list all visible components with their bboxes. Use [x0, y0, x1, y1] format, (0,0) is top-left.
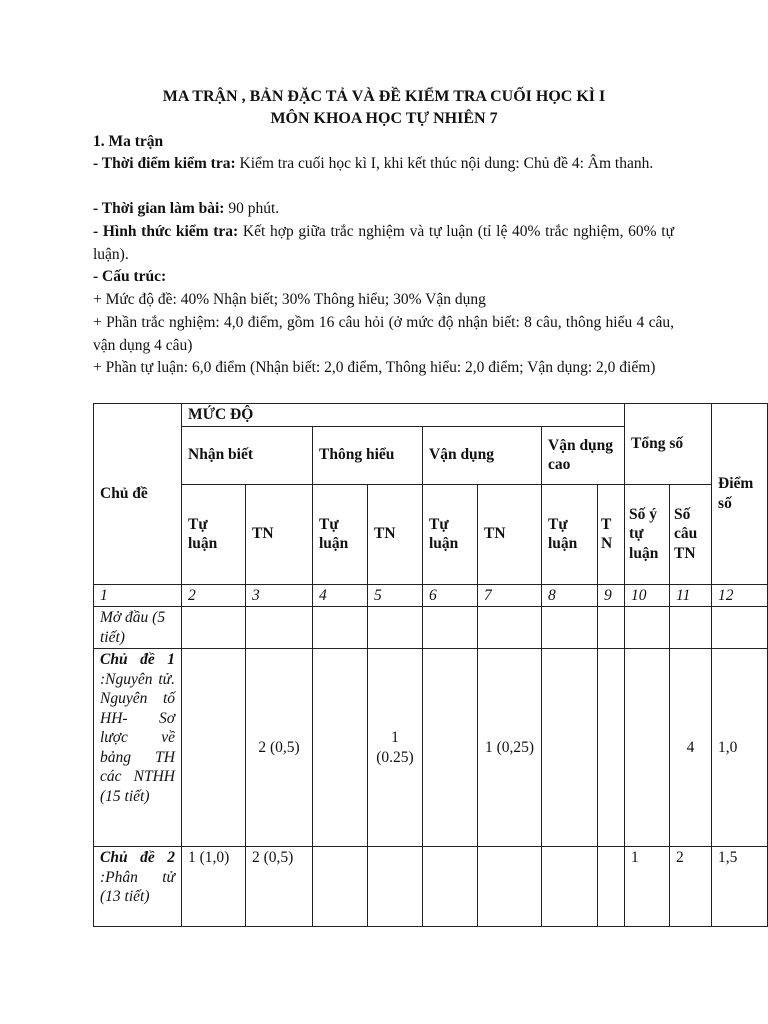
table-cell	[542, 847, 598, 927]
table-cell: 1 (1,0)	[182, 847, 246, 927]
exam-time-label: - Thời điểm kiểm tra:	[93, 155, 236, 172]
table-cell: 1,0	[712, 649, 768, 847]
header-essay-recognize: Tự luận	[182, 484, 246, 584]
essay-line: + Phần tự luận: 6,0 điểm (Nhận biết: 2,0 điểm, Thông hiểu: 2,0 điểm; Vận dụng: 2,0 điểm)	[93, 359, 656, 376]
format-paragraph	[93, 221, 674, 266]
format-value: Kết hợp giữa trắc nghiệm và tự luận (tỉ lệ 40% trắc nghiệm, 60% tự luận).	[93, 223, 674, 263]
mcq-line: + Phần trắc nghiệm: 4,0 điểm, gồm 16 câu hỏi (ở mức độ nhận biết: 8 câu, thông hiểu 4 câu, vận dụng 4 câu)	[93, 314, 674, 354]
table-cell: 2 (0,5)	[246, 847, 313, 927]
matrix-table	[93, 403, 768, 927]
table-cell	[478, 607, 542, 649]
column-number: 12	[712, 584, 768, 607]
table-cell	[313, 649, 368, 847]
header-mcq-count: Số câu TN	[670, 484, 712, 584]
header-topic: Chủ đề	[94, 404, 182, 585]
column-number: 2	[182, 584, 246, 607]
column-number: 8	[542, 584, 598, 607]
column-number: 7	[478, 584, 542, 607]
table-cell: 1	[625, 847, 670, 927]
header-mcq-recognize: TN	[246, 484, 313, 584]
table-cell	[542, 649, 598, 847]
table-cell: 2	[670, 847, 712, 927]
column-number: 6	[423, 584, 478, 607]
table-cell	[670, 607, 712, 649]
table-cell	[423, 607, 478, 649]
column-number: 4	[313, 584, 368, 607]
row-topic-bold: Chủ đề 1	[100, 651, 175, 668]
row-topic: Mở đầu (5 tiết)	[94, 607, 182, 649]
header-understand: Thông hiểu	[313, 426, 423, 484]
header-total: Tổng số	[625, 404, 712, 485]
duration-label: - Thời gian làm bài:	[93, 200, 225, 217]
row-topic	[94, 649, 182, 847]
exam-time-paragraph	[93, 153, 674, 176]
column-number: 11	[670, 584, 712, 607]
table-cell	[625, 649, 670, 847]
table-cell: 1 (0.25)	[368, 649, 423, 847]
exam-time-value: Kiểm tra cuối học kì I, khi kết thúc nội dung: Chủ đề 4: Âm thanh.	[235, 155, 654, 172]
structure-label: - Cấu trúc:	[93, 268, 167, 285]
table-cell	[313, 607, 368, 649]
header-mcq-understand: TN	[368, 484, 423, 584]
table-cell	[368, 847, 423, 927]
column-number: 3	[246, 584, 313, 607]
table-cell: 1,5	[712, 847, 768, 927]
header-essay-count: Số ý tự luận	[625, 484, 670, 584]
header-mcq-apply: TN	[478, 484, 542, 584]
table-cell	[478, 847, 542, 927]
header-essay-apply: Tự luận	[423, 484, 478, 584]
header-apply: Vận dụng	[423, 426, 542, 484]
table-cell	[182, 649, 246, 847]
table-cell	[423, 847, 478, 927]
table-cell	[598, 847, 625, 927]
table-row	[94, 847, 768, 927]
header-mcq-apply-high: T N	[598, 484, 625, 584]
document-title-line-1: MA TRẬN , BẢN ĐẶC TẢ VÀ ĐỀ KIỂM TRA CUỐI HỌC KÌ I	[162, 88, 606, 105]
column-number: 10	[625, 584, 670, 607]
format-label: - Hình thức kiểm tra:	[93, 223, 239, 240]
table-cell	[313, 847, 368, 927]
table-cell	[368, 607, 423, 649]
row-topic	[94, 847, 182, 927]
table-cell	[423, 649, 478, 847]
table-cell: 2 (0,5)	[246, 649, 313, 847]
table-row	[94, 607, 768, 649]
header-essay-apply-high: Tự luận	[542, 484, 598, 584]
header-score: Điểm số	[712, 404, 768, 585]
column-number: 9	[598, 584, 625, 607]
header-essay-understand: Tự luận	[313, 484, 368, 584]
row-topic-text: :Nguyên tử. Nguyên tố HH- Sơ lược về bảng TH các NTHH (15 tiết)	[100, 670, 175, 805]
table-cell: 1 (0,25)	[478, 649, 542, 847]
column-number: 1	[94, 584, 182, 607]
table-cell	[182, 607, 246, 649]
column-number: 5	[368, 584, 423, 607]
header-level: MỨC ĐỘ	[182, 404, 625, 427]
table-row	[94, 649, 768, 847]
header-apply-high: Vận dụng cao	[542, 426, 625, 484]
table-cell	[598, 649, 625, 847]
section-heading: 1. Ma trận	[93, 133, 164, 150]
table-cell	[246, 607, 313, 649]
row-topic-bold: Chủ đề 2	[100, 849, 175, 866]
header-recognize: Nhận biết	[182, 426, 313, 484]
duration-value: 90 phút.	[224, 200, 280, 217]
table-cell: 4	[670, 649, 712, 847]
table-cell	[598, 607, 625, 649]
row-topic-text: :Phân tử (13 tiết)	[100, 868, 175, 905]
table-cell	[542, 607, 598, 649]
table-cell	[625, 607, 670, 649]
table-cell	[712, 607, 768, 649]
document-title-line-2: MÔN KHOA HỌC TỰ NHIÊN 7	[270, 110, 498, 127]
duration-paragraph	[93, 198, 674, 221]
level-line: + Mức độ đề: 40% Nhận biết; 30% Thông hiểu; 30% Vận dụng	[93, 291, 486, 308]
